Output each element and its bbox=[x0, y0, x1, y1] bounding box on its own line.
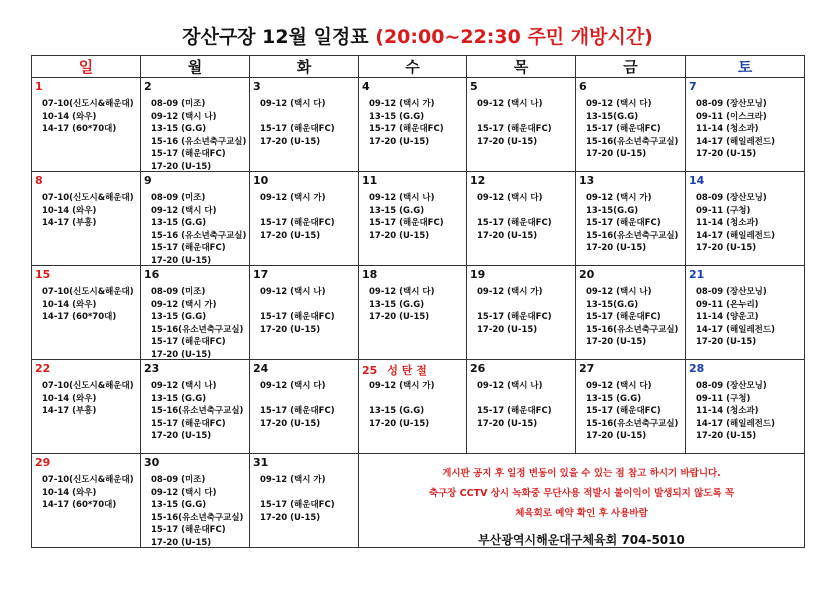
schedule-entry: 17-20 (U-15) bbox=[369, 230, 430, 241]
schedule-entry: 17-20 (U-15) bbox=[151, 255, 212, 266]
schedule-entry: 09-12 (택시 나) bbox=[477, 381, 543, 391]
schedule-entry: 15-17 (해운대FC) bbox=[586, 406, 661, 417]
schedule-entry: 14-17 (해일레전드) bbox=[696, 324, 775, 335]
schedule-entry: 10-14 (와우) bbox=[42, 205, 97, 216]
schedule-list bbox=[477, 192, 573, 242]
schedule-entry: 10-14 (와우) bbox=[42, 299, 97, 310]
schedule-entry: 15-17 (해운대FC) bbox=[477, 124, 552, 135]
schedule-list bbox=[696, 380, 802, 443]
schedule-entry: 07-10(신도시&해운대) bbox=[42, 475, 134, 485]
day-cell bbox=[576, 78, 686, 172]
schedule-entry: 15-17 (해운대FC) bbox=[586, 218, 661, 229]
day-cell bbox=[250, 360, 359, 454]
schedule-entry: 17-20 (U-15) bbox=[477, 230, 538, 241]
schedule-entry: 13-15 (G.G) bbox=[151, 312, 207, 323]
schedule-list bbox=[477, 98, 573, 148]
schedule-list bbox=[151, 474, 247, 550]
day-cell bbox=[686, 78, 805, 172]
schedule-list bbox=[42, 286, 138, 324]
schedule-entry: 15-17 (해운대FC) bbox=[151, 525, 226, 536]
schedule-entry: 15-17 (해운대FC) bbox=[260, 500, 335, 511]
day-number: 13 bbox=[579, 174, 595, 187]
schedule-entry: 09-11 (구청) bbox=[696, 205, 751, 216]
schedule-entry: 09-12 (택시 다) bbox=[369, 287, 435, 297]
schedule-entry bbox=[260, 487, 356, 500]
schedule-entry: 14-17 (60*70대) bbox=[42, 312, 117, 323]
schedule-entry: 09-12 (택시 가) bbox=[260, 475, 326, 485]
day-number: 19 bbox=[470, 268, 486, 281]
schedule-entry: 15-17 (해운대FC) bbox=[477, 218, 552, 229]
day-number: 5 bbox=[470, 80, 478, 93]
schedule-entry: 09-12 (택시 나) bbox=[151, 111, 217, 122]
schedule-entry: 15-17 (해운대FC) bbox=[369, 124, 444, 135]
title-open-hours: (20:00~22:30 주민 개방시간) bbox=[375, 26, 653, 48]
schedule-entry: 15-16(유소년축구교실) bbox=[586, 136, 679, 147]
schedule-list bbox=[369, 380, 464, 430]
day-cell bbox=[250, 78, 359, 172]
schedule-entry: 15-16(유소년축구교실) bbox=[586, 418, 679, 429]
schedule-entry bbox=[477, 205, 573, 218]
holiday-name: 성 탄 절 bbox=[387, 364, 427, 377]
schedule-entry: 15-16(유소년축구교실) bbox=[151, 406, 244, 417]
schedule-entry bbox=[477, 393, 573, 406]
day-cell bbox=[250, 266, 359, 360]
schedule-list bbox=[586, 192, 683, 255]
schedule-entry: 17-20 (U-15) bbox=[369, 136, 430, 147]
schedule-entry: 15-17 (해운대FC) bbox=[151, 243, 226, 254]
schedule-entry: 11-14 (양운고) bbox=[696, 312, 759, 323]
schedule-entry: 17-20 (U-15) bbox=[369, 418, 430, 429]
day-cell bbox=[467, 78, 576, 172]
notice-box bbox=[359, 464, 804, 552]
schedule-entry: 09-12 (택시 나) bbox=[586, 287, 652, 297]
day-number: 26 bbox=[470, 362, 486, 375]
schedule-entry: 09-12 (택시 가) bbox=[151, 299, 217, 310]
schedule-list bbox=[477, 380, 573, 430]
schedule-list bbox=[477, 286, 573, 336]
day-number: 8 bbox=[35, 174, 43, 187]
schedule-entry bbox=[477, 299, 573, 312]
schedule-entry: 14-17 (60*70대) bbox=[42, 124, 117, 135]
schedule-entry: 15-17 (해운대FC) bbox=[586, 312, 661, 323]
week-row bbox=[32, 266, 805, 360]
schedule-entry: 13-15(G.G) bbox=[586, 299, 639, 310]
day-number: 11 bbox=[362, 174, 378, 187]
day-number: 9 bbox=[144, 174, 152, 187]
schedule-entry: 17-20 (U-15) bbox=[586, 337, 647, 348]
day-number: 24 bbox=[253, 362, 269, 375]
schedule-entry bbox=[260, 393, 356, 406]
schedule-entry: 17-20 (U-15) bbox=[151, 349, 212, 360]
day-number: 18 bbox=[362, 268, 378, 281]
schedule-entry: 08-09 (장산모닝) bbox=[696, 99, 767, 109]
weekday-header-sun: 일 bbox=[32, 56, 141, 78]
schedule-entry: 10-14 (와우) bbox=[42, 111, 97, 122]
day-cell bbox=[32, 454, 141, 548]
schedule-entry: 14-17 (부흥) bbox=[42, 218, 97, 229]
schedule-entry: 09-12 (택시 다) bbox=[260, 99, 326, 109]
schedule-entry: 13-15 (G.G) bbox=[151, 218, 207, 229]
schedule-list bbox=[42, 98, 138, 136]
schedule-entry: 15-17 (해운대FC) bbox=[369, 218, 444, 229]
day-number: 29 bbox=[35, 456, 51, 469]
page-title bbox=[0, 22, 835, 49]
notice-line-3: 체육회로 예약 확인 후 사용바람 bbox=[515, 508, 648, 519]
schedule-list bbox=[42, 380, 138, 418]
schedule-list bbox=[260, 192, 356, 242]
schedule-entry: 17-20 (U-15) bbox=[586, 149, 647, 160]
schedule-entry: 08-09 (장산모닝) bbox=[696, 193, 767, 203]
day-cell bbox=[250, 172, 359, 266]
day-number: 1 bbox=[35, 80, 43, 93]
schedule-entry: 10-14 (와우) bbox=[42, 393, 97, 404]
schedule-entry: 07-10(신도시&해운대) bbox=[42, 193, 134, 203]
schedule-entry: 13-15 (G.G) bbox=[369, 299, 425, 310]
schedule-entry: 17-20 (U-15) bbox=[477, 324, 538, 335]
schedule-list bbox=[260, 380, 356, 430]
schedule-entry: 15-16 (유소년축구교실) bbox=[151, 136, 247, 147]
schedule-entry: 09-12 (택시 다) bbox=[151, 205, 217, 216]
schedule-entry: 17-20 (U-15) bbox=[260, 324, 321, 335]
day-number: 2 bbox=[144, 80, 152, 93]
weekday-header-wed: 수 bbox=[359, 56, 467, 78]
schedule-entry: 13-15 (G.G) bbox=[369, 111, 425, 122]
schedule-list bbox=[260, 98, 356, 148]
day-number: 21 bbox=[689, 268, 705, 281]
weekday-header-row bbox=[32, 56, 805, 78]
weekday-header-sat: 토 bbox=[686, 56, 805, 78]
day-number: 12 bbox=[470, 174, 486, 187]
day-number: 16 bbox=[144, 268, 160, 281]
schedule-entry: 15-17 (해운대FC) bbox=[151, 418, 226, 429]
schedule-entry: 09-11 (구청) bbox=[696, 393, 751, 404]
schedule-entry: 17-20 (U-15) bbox=[369, 312, 430, 323]
day-cell bbox=[32, 360, 141, 454]
schedule-entry: 17-20 (U-15) bbox=[260, 136, 321, 147]
schedule-entry: 17-20 (U-15) bbox=[477, 418, 538, 429]
schedule-entry: 15-16 (유소년축구교실) bbox=[151, 230, 247, 241]
schedule-entry: 09-12 (택시 다) bbox=[260, 381, 326, 391]
day-number: 22 bbox=[35, 362, 51, 375]
day-cell bbox=[250, 454, 359, 548]
schedule-entry: 15-17 (해운대FC) bbox=[586, 124, 661, 135]
schedule-list bbox=[696, 98, 802, 161]
weekday-header-thu: 목 bbox=[467, 56, 576, 78]
schedule-entry: 17-20 (U-15) bbox=[586, 243, 647, 254]
schedule-entry: 13-15 (G.G) bbox=[586, 393, 642, 404]
schedule-list bbox=[151, 286, 247, 362]
day-cell bbox=[467, 172, 576, 266]
day-number: 20 bbox=[579, 268, 595, 281]
day-cell bbox=[576, 266, 686, 360]
schedule-entry: 08-09 (미조) bbox=[151, 99, 206, 109]
schedule-entry: 14-17 (해일레전드) bbox=[696, 136, 775, 147]
schedule-entry: 09-12 (택시 다) bbox=[477, 193, 543, 203]
day-cell bbox=[467, 360, 576, 454]
schedule-entry: 08-09 (미조) bbox=[151, 287, 206, 297]
schedule-entry: 13-15 (G.G) bbox=[151, 393, 207, 404]
schedule-list bbox=[260, 286, 356, 336]
schedule-list bbox=[586, 98, 683, 161]
schedule-entry: 09-11 (온누리) bbox=[696, 299, 759, 310]
day-cell bbox=[141, 172, 250, 266]
schedule-entry: 07-10(신도시&해운대) bbox=[42, 287, 134, 297]
schedule-entry: 11-14 (청소과) bbox=[696, 218, 759, 229]
week-row bbox=[32, 172, 805, 266]
schedule-entry: 08-09 (장산모닝) bbox=[696, 287, 767, 297]
day-number: 14 bbox=[689, 174, 705, 187]
week-row bbox=[32, 454, 805, 548]
day-cell bbox=[686, 172, 805, 266]
schedule-entry: 11-14 (청소과) bbox=[696, 124, 759, 135]
notice-organization: 부산광역시해운대구체육회 704-5010 bbox=[478, 533, 685, 547]
schedule-list bbox=[586, 380, 683, 443]
schedule-entry: 13-15 (G.G) bbox=[369, 406, 425, 417]
schedule-entry: 09-12 (택시 가) bbox=[477, 287, 543, 297]
schedule-entry: 15-16(유소년축구교실) bbox=[586, 324, 679, 335]
schedule-list bbox=[586, 286, 683, 349]
schedule-list bbox=[151, 192, 247, 268]
schedule-entry bbox=[477, 111, 573, 124]
schedule-list bbox=[151, 380, 247, 443]
schedule-entry: 14-17 (부흥) bbox=[42, 406, 97, 417]
schedule-list bbox=[369, 286, 464, 324]
schedule-entry: 09-12 (택시 나) bbox=[369, 193, 435, 203]
day-cell bbox=[141, 266, 250, 360]
schedule-entry: 08-09 (장산모닝) bbox=[696, 381, 767, 391]
schedule-entry bbox=[260, 111, 356, 124]
weekday-header-mon: 월 bbox=[141, 56, 250, 78]
weekday-header-tue: 화 bbox=[250, 56, 359, 78]
schedule-entry: 13-15 (G.G) bbox=[151, 500, 207, 511]
schedule-entry: 10-14 (와우) bbox=[42, 487, 97, 498]
schedule-entry: 09-12 (택시 나) bbox=[260, 287, 326, 297]
schedule-entry: 09-12 (택시 가) bbox=[369, 99, 435, 109]
day-number: 25 bbox=[362, 364, 378, 377]
day-cell bbox=[359, 360, 467, 454]
schedule-entry: 09-12 (택시 가) bbox=[586, 193, 652, 203]
schedule-entry bbox=[260, 205, 356, 218]
day-cell bbox=[32, 266, 141, 360]
schedule-list bbox=[696, 286, 802, 349]
day-cell bbox=[686, 266, 805, 360]
day-number: 7 bbox=[689, 80, 697, 93]
schedule-entry: 14-17 (60*70대) bbox=[42, 500, 117, 511]
day-cell bbox=[359, 266, 467, 360]
day-cell bbox=[359, 78, 467, 172]
day-number: 31 bbox=[253, 456, 269, 469]
day-number: 23 bbox=[144, 362, 160, 375]
schedule-entry: 15-17 (해운대FC) bbox=[151, 337, 226, 348]
schedule-entry: 09-12 (택시 다) bbox=[586, 381, 652, 391]
schedule-list bbox=[42, 192, 138, 230]
schedule-list bbox=[369, 98, 464, 148]
schedule-entry: 15-17 (해운대FC) bbox=[151, 149, 226, 160]
schedule-entry: 14-17 (해일레전드) bbox=[696, 230, 775, 241]
day-cell bbox=[141, 78, 250, 172]
day-cell bbox=[141, 454, 250, 548]
schedule-entry: 07-10(신도시&해운대) bbox=[42, 381, 134, 391]
schedule-entry: 15-17 (해운대FC) bbox=[260, 218, 335, 229]
schedule-entry: 17-20 (U-15) bbox=[260, 512, 321, 523]
schedule-entry: 09-12 (택시 가) bbox=[369, 381, 435, 391]
schedule-entry: 13-15 (G.G) bbox=[151, 124, 207, 135]
schedule-entry: 09-11 (이스크라) bbox=[696, 111, 767, 122]
schedule-entry: 09-12 (택시 나) bbox=[151, 381, 217, 391]
holiday-label bbox=[362, 362, 427, 378]
day-number: 6 bbox=[579, 80, 587, 93]
week-row bbox=[32, 360, 805, 454]
schedule-entry: 11-14 (청소과) bbox=[696, 406, 759, 417]
day-cell bbox=[141, 360, 250, 454]
schedule-entry: 09-12 (택시 다) bbox=[586, 99, 652, 109]
schedule-entry: 15-17 (해운대FC) bbox=[260, 312, 335, 323]
day-cell bbox=[576, 172, 686, 266]
schedule-entry: 09-12 (택시 가) bbox=[260, 193, 326, 203]
schedule-entry: 15-17 (해운대FC) bbox=[260, 124, 335, 135]
title-main: 장산구장 12월 일정표 bbox=[182, 26, 369, 48]
schedule-entry: 15-17 (해운대FC) bbox=[260, 406, 335, 417]
day-number: 28 bbox=[689, 362, 705, 375]
day-number: 4 bbox=[362, 80, 370, 93]
day-cell bbox=[32, 172, 141, 266]
schedule-entry: 17-20 (U-15) bbox=[696, 431, 757, 442]
day-cell bbox=[359, 172, 467, 266]
schedule-entry: 17-20 (U-15) bbox=[696, 337, 757, 348]
day-number: 10 bbox=[253, 174, 269, 187]
schedule-entry: 17-20 (U-15) bbox=[477, 136, 538, 147]
schedule-entry: 08-09 (미조) bbox=[151, 475, 206, 485]
notice-line-2: 축구장 CCTV 상시 녹화중 무단사용 적발시 불이익이 발생되지 않도록 꼭 bbox=[428, 488, 735, 499]
day-cell bbox=[576, 360, 686, 454]
schedule-entry: 15-16(유소년축구교실) bbox=[151, 512, 244, 523]
schedule-entry: 17-20 (U-15) bbox=[260, 418, 321, 429]
schedule-entry: 13-15 (G.G) bbox=[369, 205, 425, 216]
schedule-list bbox=[696, 192, 802, 255]
day-number: 27 bbox=[579, 362, 595, 375]
day-number: 17 bbox=[253, 268, 269, 281]
day-number: 30 bbox=[144, 456, 160, 469]
day-number: 15 bbox=[35, 268, 51, 281]
schedule-entry bbox=[369, 393, 464, 406]
schedule-entry: 17-20 (U-15) bbox=[696, 243, 757, 254]
schedule-entry: 15-17 (해운대FC) bbox=[477, 406, 552, 417]
schedule-entry: 09-12 (택시 나) bbox=[477, 99, 543, 109]
schedule-entry: 17-20 (U-15) bbox=[696, 149, 757, 160]
day-cell bbox=[32, 78, 141, 172]
schedule-entry: 07-10(신도시&해운대) bbox=[42, 99, 134, 109]
schedule-entry: 15-17 (해운대FC) bbox=[477, 312, 552, 323]
schedule-entry: 15-16(유소년축구교실) bbox=[586, 230, 679, 241]
notice-cell bbox=[359, 454, 805, 548]
schedule-entry bbox=[260, 299, 356, 312]
schedule-entry: 17-20 (U-15) bbox=[151, 161, 212, 172]
schedule-entry: 17-20 (U-15) bbox=[151, 431, 212, 442]
schedule-entry: 14-17 (해일레전드) bbox=[696, 418, 775, 429]
schedule-calendar bbox=[31, 55, 805, 548]
schedule-entry: 13-15(G.G) bbox=[586, 111, 639, 122]
day-cell bbox=[467, 266, 576, 360]
schedule-entry: 13-15(G.G) bbox=[586, 205, 639, 216]
day-number: 3 bbox=[253, 80, 261, 93]
week-row bbox=[32, 78, 805, 172]
schedule-entry: 17-20 (U-15) bbox=[260, 230, 321, 241]
schedule-entry: 09-12 (택시 다) bbox=[151, 487, 217, 498]
day-cell bbox=[686, 360, 805, 454]
schedule-entry: 08-09 (미조) bbox=[151, 193, 206, 203]
notice-line-1: 게시판 공지 후 일정 변동이 있을 수 있는 점 참고 하시기 바랍니다. bbox=[442, 468, 721, 479]
schedule-entry: 17-20 (U-15) bbox=[586, 431, 647, 442]
schedule-list bbox=[151, 98, 247, 174]
schedule-list bbox=[42, 474, 138, 512]
schedule-entry: 17-20 (U-15) bbox=[151, 537, 212, 548]
schedule-entry: 15-16(유소년축구교실) bbox=[151, 324, 244, 335]
schedule-list bbox=[260, 474, 356, 524]
schedule-list bbox=[369, 192, 464, 242]
weekday-header-fri: 금 bbox=[576, 56, 686, 78]
